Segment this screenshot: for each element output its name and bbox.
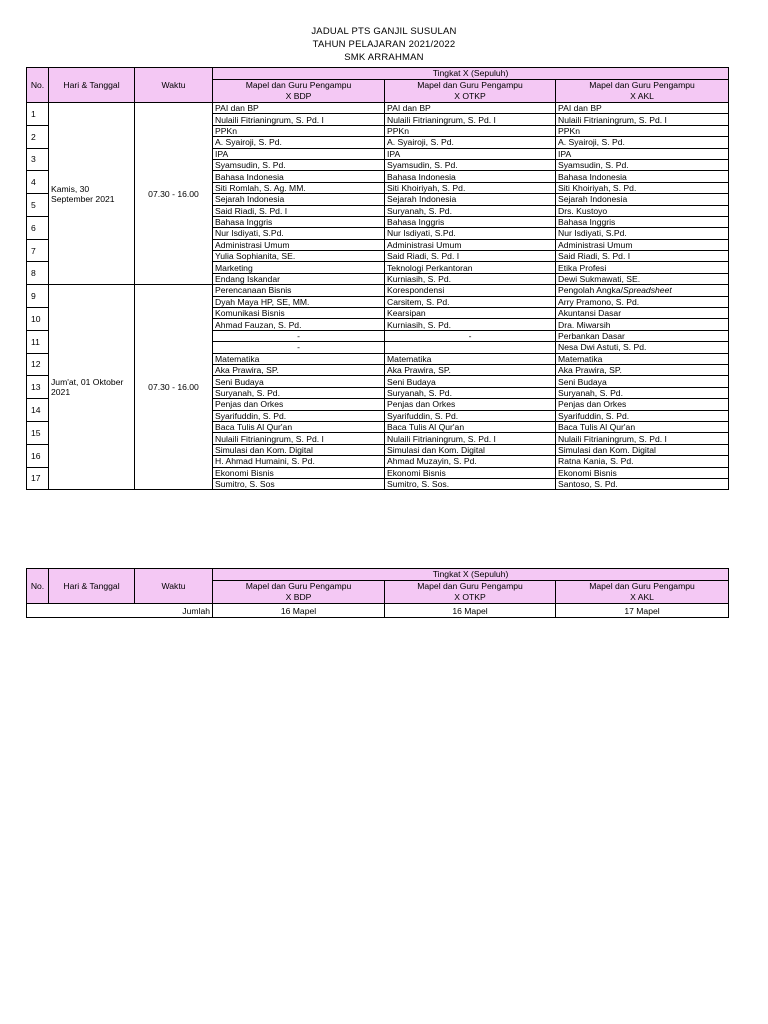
row-number: 1 [27,103,49,126]
subject-cell-bdp: IPA [213,148,385,159]
header-day: Hari & Tanggal [49,68,135,103]
subject-cell-akl: Bahasa Inggris [556,216,729,227]
row-number: 3 [27,148,49,171]
header-subject-label: Mapel dan Guru Pengampu [245,80,352,90]
teacher-cell-bdp: Syamsudin, S. Pd. [213,159,385,170]
subject-cell-akl: Perbankan Dasar [556,330,729,341]
teacher-cell-otkp: Kurniasih, S. Pd. [385,273,556,284]
summary-akl: 17 Mapel [556,604,729,618]
teacher-cell-otkp: Ahmad Muzayin, S. Pd. [385,456,556,467]
subject-cell-bdp: PAI dan BP [213,103,385,114]
header-time: Waktu [135,569,213,604]
subject-italic-suffix: Spreadsheet [623,285,672,296]
teacher-cell-bdp: Dyah Maya HP, SE, MM. [213,296,385,307]
row-number: 5 [27,194,49,217]
teacher-cell-otkp: Syamsudin, S. Pd. [385,159,556,170]
subject-cell-akl: Pengolah Angka/Spreadsheet [556,285,729,296]
subject-cell-akl: Etika Profesi [556,262,729,273]
header-class-label: X BDP [285,91,312,101]
header-class-label: X OTKP [454,91,486,101]
row-number: 12 [27,353,49,376]
teacher-cell-akl: Nulaili Fitrianingrum, S. Pd. I [556,114,729,125]
teacher-cell-bdp: Syarifuddin, S. Pd. [213,410,385,421]
teacher-cell-otkp [385,342,556,353]
header-class-akl [556,80,729,103]
teacher-cell-otkp: Aka Prawira, SP. [385,364,556,375]
header-level: Tingkat X (Sepuluh) [213,68,729,80]
table-row [27,103,729,114]
row-number: 13 [27,376,49,399]
header-class-label: X OTKP [454,592,486,602]
subject-cell-akl: Akuntansi Dasar [556,308,729,319]
summary-label: Jumlah [27,604,213,618]
teacher-cell-bdp: Nur Isdiyati, S.Pd. [213,228,385,239]
header-subject-label: Mapel dan Guru Pengampu [589,80,695,90]
summary-otkp: 16 Mapel [385,604,556,618]
subject-cell-bdp: - [213,330,385,341]
teacher-cell-bdp: Nulaili Fitrianingrum, S. Pd. I [213,114,385,125]
teacher-cell-otkp: A. Syairoji, S. Pd. [385,137,556,148]
subject-cell-otkp: IPA [385,148,556,159]
header-no: No. [27,68,49,103]
summary-bdp: 16 Mapel [213,604,385,618]
teacher-cell-akl: Syarifuddin, S. Pd. [556,410,729,421]
row-number: 8 [27,262,49,285]
header-class-bdp [213,581,385,604]
schedule-body [27,103,729,490]
teacher-cell-bdp: Endang Iskandar [213,273,385,284]
header-class-bdp [213,80,385,103]
subject-cell-otkp: Administrasi Umum [385,239,556,250]
header-subject-label: Mapel dan Guru Pengampu [417,581,523,591]
subject-cell-otkp: Baca Tulis Al Qur'an [385,421,556,432]
teacher-cell-otkp: Carsitem, S. Pd. [385,296,556,307]
subject-cell-bdp: Bahasa Indonesia [213,171,385,182]
header-class-otkp [385,581,556,604]
header-subject-label: Mapel dan Guru Pengampu [245,581,352,591]
subject-cell-akl: Baca Tulis Al Qur'an [556,421,729,432]
teacher-cell-bdp: Siti Romlah, S. Ag. MM. [213,182,385,193]
subject-cell-otkp: Bahasa Inggris [385,216,556,227]
schedule-header [27,68,729,103]
subject-cell-akl: Administrasi Umum [556,239,729,250]
teacher-cell-bdp: Ahmad Fauzan, S. Pd. [213,319,385,330]
summary-row [27,604,729,618]
row-number: 17 [27,467,49,490]
row-number: 14 [27,399,49,422]
subject-cell-otkp: PAI dan BP [385,103,556,114]
header-no: No. [27,569,49,604]
teacher-cell-akl: A. Syairoji, S. Pd. [556,137,729,148]
day-time: 07.30 - 16.00 [135,103,213,285]
header-level: Tingkat X (Sepuluh) [213,569,729,581]
subject-cell-otkp: Korespondensi [385,285,556,296]
subject-cell-akl: Simulasi dan Kom. Digital [556,444,729,455]
subject-cell-bdp: Seni Budaya [213,376,385,387]
document-title [0,25,768,64]
teacher-cell-otkp: Siti Khoiriyah, S. Pd. [385,182,556,193]
row-number: 7 [27,239,49,262]
header-subject-label: Mapel dan Guru Pengampu [589,581,695,591]
subject-cell-otkp: Matematika [385,353,556,364]
teacher-cell-bdp: Yulia Sophianita, SE. [213,251,385,262]
teacher-cell-akl: Arry Pramono, S. Pd. [556,296,729,307]
header-class-label: X BDP [285,592,312,602]
subject-cell-otkp: Seni Budaya [385,376,556,387]
row-number: 10 [27,308,49,331]
subject-cell-otkp: - [385,330,556,341]
row-number: 15 [27,421,49,444]
table-row [27,285,729,296]
teacher-cell-akl: Nulaili Fitrianingrum, S. Pd. I [556,433,729,444]
row-number: 4 [27,171,49,194]
subject-cell-akl: Sejarah Indonesia [556,194,729,205]
teacher-cell-otkp: Suryanah, S. Pd. [385,387,556,398]
subject-cell-akl: Ekonomi Bisnis [556,467,729,478]
summary-table [26,568,729,618]
day-time: 07.30 - 16.00 [135,285,213,490]
teacher-cell-akl: Nesa Dwi Astuti, S. Pd. [556,342,729,353]
header-day: Hari & Tanggal [49,569,135,604]
header-class-label: X AKL [630,592,654,602]
subject-cell-bdp: Sejarah Indonesia [213,194,385,205]
subject-cell-bdp: Ekonomi Bisnis [213,467,385,478]
subject-cell-otkp: Kearsipan [385,308,556,319]
subject-cell-otkp: PPKn [385,125,556,136]
subject-cell-otkp: Teknologi Perkantoran [385,262,556,273]
day-date: Jum'at, 01 Oktober 2021 [49,285,135,490]
subject-cell-bdp: Administrasi Umum [213,239,385,250]
teacher-cell-akl: Drs. Kustoyo [556,205,729,216]
subject-cell-bdp: Matematika [213,353,385,364]
subject-cell-otkp: Ekonomi Bisnis [385,467,556,478]
title-line-3: SMK ARRAHMAN [344,52,424,63]
header-time: Waktu [135,68,213,103]
row-number: 2 [27,125,49,148]
teacher-cell-bdp: - [213,342,385,353]
subject-cell-bdp: PPKn [213,125,385,136]
row-number: 11 [27,330,49,353]
header-class-otkp [385,80,556,103]
subject-cell-bdp: Bahasa Inggris [213,216,385,227]
subject-cell-otkp: Simulasi dan Kom. Digital [385,444,556,455]
subject-cell-akl: PAI dan BP [556,103,729,114]
teacher-cell-akl: Dra. Miwarsih [556,319,729,330]
teacher-cell-akl: Syamsudin, S. Pd. [556,159,729,170]
header-class-label: X AKL [630,91,654,101]
teacher-cell-bdp: Sumitro, S. Sos [213,478,385,489]
title-line-1: JADUAL PTS GANJIL SUSULAN [311,26,457,37]
teacher-cell-akl: Said Riadi, S. Pd. I [556,251,729,262]
subject-cell-otkp: Bahasa Indonesia [385,171,556,182]
subject-cell-akl: PPKn [556,125,729,136]
teacher-cell-otkp: Nur Isdiyati, S.Pd. [385,228,556,239]
teacher-cell-akl: Aka Prawira, SP. [556,364,729,375]
teacher-cell-akl: Siti Khoiriyah, S. Pd. [556,182,729,193]
header-class-akl [556,581,729,604]
row-number: 9 [27,285,49,308]
row-number: 16 [27,444,49,467]
subject-cell-bdp: Marketing [213,262,385,273]
teacher-cell-otkp: Nulaili Fitrianingrum, S. Pd. I [385,114,556,125]
teacher-cell-otkp: Kurniasih, S. Pd. [385,319,556,330]
subject-cell-bdp: Penjas dan Orkes [213,399,385,410]
header-subject-label: Mapel dan Guru Pengampu [417,80,523,90]
teacher-cell-bdp: Nulaili Fitrianingrum, S. Pd. I [213,433,385,444]
teacher-cell-akl: Nur Isdiyati, S.Pd. [556,228,729,239]
schedule-table [26,67,729,490]
subject-cell-bdp: Komunikasi Bisnis [213,308,385,319]
subject-cell-akl: Penjas dan Orkes [556,399,729,410]
subject-cell-akl: Bahasa Indonesia [556,171,729,182]
teacher-cell-akl: Suryanah, S. Pd. [556,387,729,398]
teacher-cell-bdp: Said Riadi, S. Pd. I [213,205,385,216]
subject-cell-bdp: Simulasi dan Kom. Digital [213,444,385,455]
teacher-cell-bdp: H. Ahmad Humaini, S. Pd. [213,456,385,467]
teacher-cell-otkp: Said Riadi, S. Pd. I [385,251,556,262]
day-date: Kamis, 30 September 2021 [49,103,135,285]
teacher-cell-bdp: A. Syairoji, S. Pd. [213,137,385,148]
subject-cell-akl: Matematika [556,353,729,364]
teacher-cell-otkp: Nulaili Fitrianingrum, S. Pd. I [385,433,556,444]
teacher-cell-bdp: Suryanah, S. Pd. [213,387,385,398]
subject-cell-bdp: Baca Tulis Al Qur'an [213,421,385,432]
teacher-cell-otkp: Suryanah, S. Pd. [385,205,556,216]
subject-cell-otkp: Sejarah Indonesia [385,194,556,205]
subject-cell-akl: Seni Budaya [556,376,729,387]
title-line-2: TAHUN PELAJARAN 2021/2022 [312,39,456,50]
teacher-cell-otkp: Syarifuddin, S. Pd. [385,410,556,421]
teacher-cell-akl: Ratna Kania, S. Pd. [556,456,729,467]
subject-cell-otkp: Penjas dan Orkes [385,399,556,410]
subject-cell-akl: IPA [556,148,729,159]
teacher-cell-akl: Dewi Sukmawati, SE. [556,273,729,284]
teacher-cell-akl: Santoso, S. Pd. [556,478,729,489]
teacher-cell-otkp: Sumitro, S. Sos. [385,478,556,489]
subject-cell-bdp: Perencanaan Bisnis [213,285,385,296]
row-number: 6 [27,216,49,239]
teacher-cell-bdp: Aka Prawira, SP. [213,364,385,375]
